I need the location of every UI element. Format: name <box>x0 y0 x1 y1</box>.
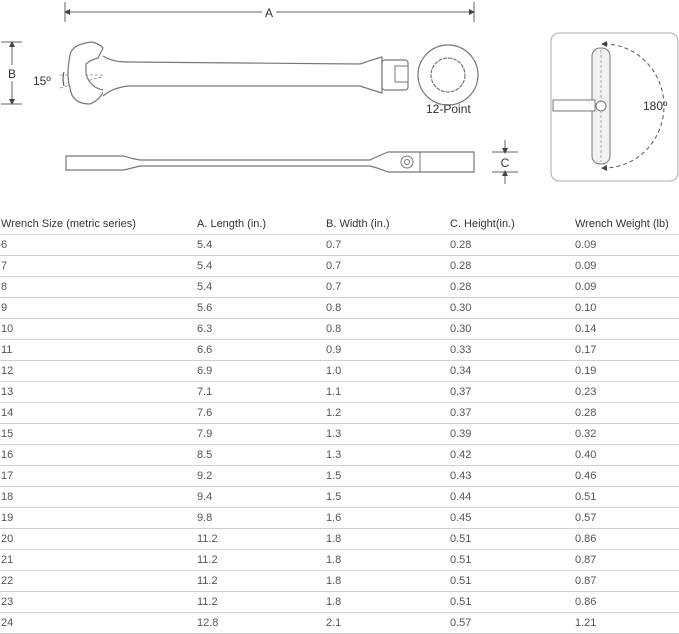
table-cell: 0.14 <box>574 319 679 340</box>
angle-label: 15º <box>33 74 51 88</box>
table-cell: 18 <box>0 487 196 508</box>
table-cell: 9.8 <box>196 508 325 529</box>
table-cell: 0.44 <box>449 487 574 508</box>
table-cell: 0.42 <box>449 445 574 466</box>
table-cell: 0.86 <box>574 529 679 550</box>
table-cell: 0.87 <box>574 550 679 571</box>
table-cell: 6 <box>0 235 196 256</box>
table-cell: 1.5 <box>325 487 449 508</box>
table-cell: 7.1 <box>196 382 325 403</box>
table-cell: 1.21 <box>574 613 679 634</box>
table-cell: 6.6 <box>196 340 325 361</box>
table-cell: 1.8 <box>325 571 449 592</box>
table-cell: 0.87 <box>574 571 679 592</box>
table-row <box>0 298 679 319</box>
table-cell: 0.7 <box>325 256 449 277</box>
table-row <box>0 340 679 361</box>
table-cell: 0.57 <box>574 508 679 529</box>
dimension-b-label: B <box>7 67 17 81</box>
table-cell: 1.8 <box>325 550 449 571</box>
table-cell: 1.6 <box>325 508 449 529</box>
table-cell: 12.8 <box>196 613 325 634</box>
table-cell: 0.28 <box>449 256 574 277</box>
table-cell: 0.28 <box>449 277 574 298</box>
table-cell: 0.57 <box>449 613 574 634</box>
flex-angle-label: 180º <box>643 99 668 113</box>
table-row <box>0 277 679 298</box>
table-row <box>0 382 679 403</box>
table-cell: 0.51 <box>449 571 574 592</box>
table-row <box>0 319 679 340</box>
table-cell: 16 <box>0 445 196 466</box>
dimension-c-label: C <box>500 156 510 170</box>
table-cell: 0.51 <box>449 550 574 571</box>
table-header-row <box>0 214 679 235</box>
point-label: 12-Point <box>426 102 471 116</box>
table-cell: 0.45 <box>449 508 574 529</box>
table-cell: 5.6 <box>196 298 325 319</box>
column-header: B. Width (in.) <box>325 214 449 235</box>
table-cell: 1.2 <box>325 403 449 424</box>
table-row <box>0 571 679 592</box>
table-cell: 0.46 <box>574 466 679 487</box>
table-cell: 9.4 <box>196 487 325 508</box>
table-row <box>0 529 679 550</box>
table-cell: 11.2 <box>196 529 325 550</box>
table-row <box>0 403 679 424</box>
table-cell: 0.39 <box>449 424 574 445</box>
table-cell: 0.23 <box>574 382 679 403</box>
column-header: A. Length (in.) <box>196 214 325 235</box>
table-cell: 9.2 <box>196 466 325 487</box>
wrench-diagram <box>0 0 679 212</box>
table-cell: 0.86 <box>574 592 679 613</box>
table-cell: 0.51 <box>449 592 574 613</box>
table-cell: 19 <box>0 508 196 529</box>
table-cell: 6.3 <box>196 319 325 340</box>
spec-table <box>0 214 679 634</box>
column-header: Wrench Size (metric series) <box>0 214 196 235</box>
table-cell: 0.30 <box>449 298 574 319</box>
table-cell: 0.17 <box>574 340 679 361</box>
table-cell: 8 <box>0 277 196 298</box>
table-row <box>0 361 679 382</box>
table-row <box>0 550 679 571</box>
table-cell: 10 <box>0 319 196 340</box>
table-cell: 2.1 <box>325 613 449 634</box>
table-cell: 0.8 <box>325 298 449 319</box>
table-cell: 7.9 <box>196 424 325 445</box>
table-cell: 6.9 <box>196 361 325 382</box>
table-row <box>0 613 679 634</box>
table-cell: 0.09 <box>574 256 679 277</box>
table-cell: 21 <box>0 550 196 571</box>
table-cell: 5.4 <box>196 277 325 298</box>
table-row <box>0 235 679 256</box>
table-cell: 0.32 <box>574 424 679 445</box>
table-cell: 0.33 <box>449 340 574 361</box>
table-cell: 12 <box>0 361 196 382</box>
table-cell: 0.37 <box>449 382 574 403</box>
table-cell: 11.2 <box>196 550 325 571</box>
table-cell: 0.43 <box>449 466 574 487</box>
table-row <box>0 424 679 445</box>
wrench-top-view <box>68 42 478 105</box>
table-cell: 24 <box>0 613 196 634</box>
table-cell: 0.30 <box>449 319 574 340</box>
table-cell: 15 <box>0 424 196 445</box>
table-cell: 1.8 <box>325 592 449 613</box>
table-cell: 1.8 <box>325 529 449 550</box>
table-cell: 7.6 <box>196 403 325 424</box>
table-row <box>0 592 679 613</box>
table-cell: 0.19 <box>574 361 679 382</box>
table-cell: 11 <box>0 340 196 361</box>
column-header: C. Height(in.) <box>449 214 574 235</box>
table-cell: 0.40 <box>574 445 679 466</box>
table-cell: 1.3 <box>325 424 449 445</box>
table-row <box>0 256 679 277</box>
table-cell: 0.10 <box>574 298 679 319</box>
table-cell: 9 <box>0 298 196 319</box>
table-cell: 0.34 <box>449 361 574 382</box>
dimension-a-label: A <box>264 6 274 20</box>
table-row <box>0 466 679 487</box>
column-header: Wrench Weight (lb) <box>574 214 679 235</box>
table-cell: 0.37 <box>449 403 574 424</box>
table-cell: 1.1 <box>325 382 449 403</box>
table-cell: 0.28 <box>574 403 679 424</box>
table-body <box>0 235 679 634</box>
table-cell: 20 <box>0 529 196 550</box>
table-cell: 7 <box>0 256 196 277</box>
table-cell: 5.4 <box>196 235 325 256</box>
table-cell: 13 <box>0 382 196 403</box>
table-row <box>0 445 679 466</box>
table-cell: 0.09 <box>574 277 679 298</box>
table-cell: 0.7 <box>325 277 449 298</box>
table-cell: 0.28 <box>449 235 574 256</box>
table-cell: 14 <box>0 403 196 424</box>
table-cell: 5.4 <box>196 256 325 277</box>
table-cell: 17 <box>0 466 196 487</box>
table-cell: 22 <box>0 571 196 592</box>
table-cell: 8.5 <box>196 445 325 466</box>
table-cell: 1.0 <box>325 361 449 382</box>
wrench-side-view <box>66 152 474 172</box>
table-cell: 1.3 <box>325 445 449 466</box>
table-cell: 0.09 <box>574 235 679 256</box>
table-row <box>0 487 679 508</box>
table-cell: 0.7 <box>325 235 449 256</box>
table-cell: 0.9 <box>325 340 449 361</box>
table-cell: 0.51 <box>449 529 574 550</box>
table-cell: 11.2 <box>196 592 325 613</box>
table-cell: 0.51 <box>574 487 679 508</box>
table-row <box>0 508 679 529</box>
table-cell: 1.5 <box>325 466 449 487</box>
table-cell: 0.8 <box>325 319 449 340</box>
table-cell: 11.2 <box>196 571 325 592</box>
table-cell: 23 <box>0 592 196 613</box>
